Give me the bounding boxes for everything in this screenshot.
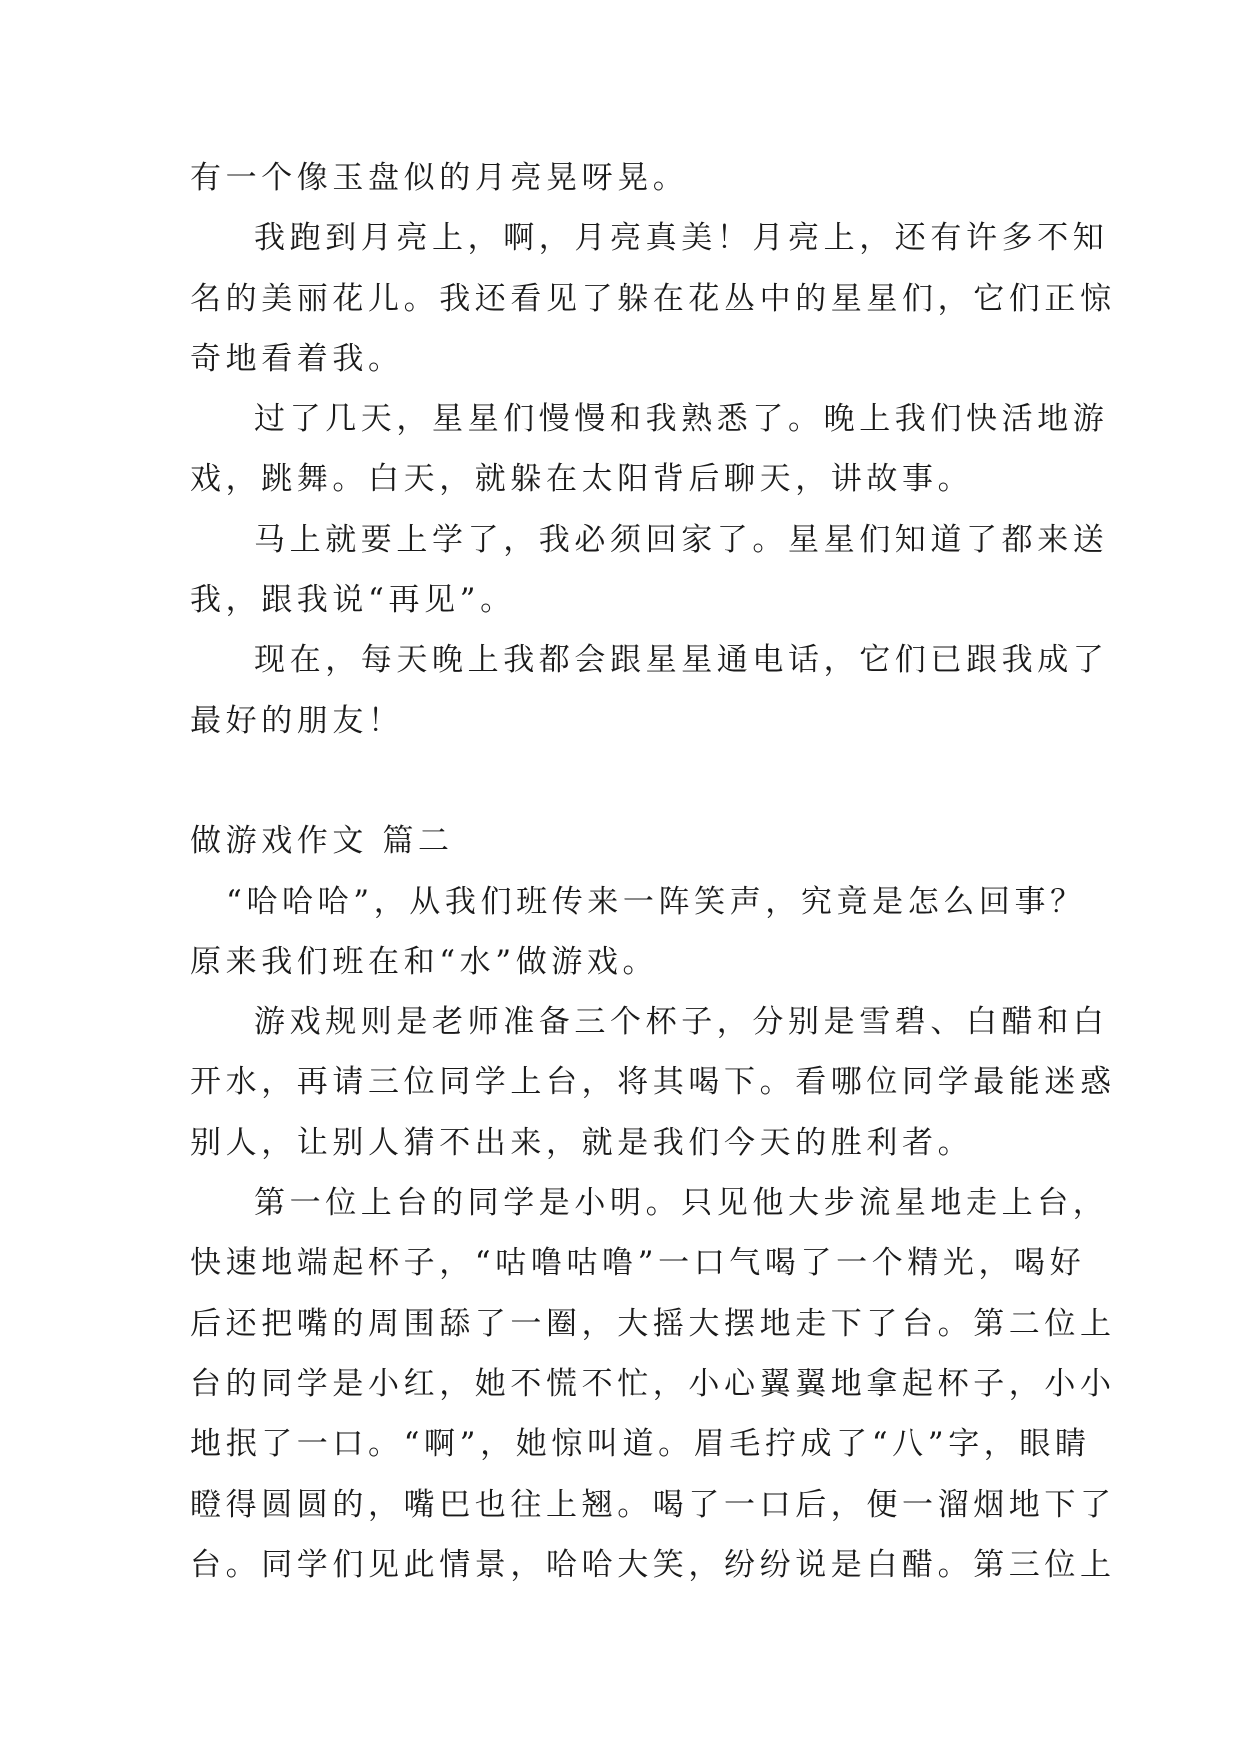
paragraph-line: 奇地看着我。 — [190, 340, 404, 377]
paragraph-line: 第一位上台的同学是小明。只见他大步流星地走上台， — [254, 1185, 1109, 1222]
paragraph-line: 我，跟我说“再见”。 — [190, 582, 516, 619]
paragraph-line: 有一个像玉盘似的月亮晃呀晃。 — [190, 160, 689, 196]
paragraph-line: 最好的朋友！ — [190, 702, 404, 739]
paragraph-line: 马上就要上学了，我必须回家了。星星们知道了都来送 — [254, 521, 1109, 558]
paragraph-line: 别人，让别人猜不出来，就是我们今天的胜利者。 — [190, 1124, 974, 1161]
paragraph-line: 台的同学是小红，她不慌不忙，小心翼翼地拿起杯子，小小 — [190, 1365, 1116, 1402]
paragraph-line: 过了几天，星星们慢慢和我熟悉了。晚上我们快活地游 — [254, 401, 1109, 438]
paragraph-line: 后还把嘴的周围舔了一圈，大摇大摆地走下了台。第二位上 — [190, 1305, 1116, 1342]
section-gap — [190, 751, 1062, 811]
paragraph-line: “哈哈哈”，从我们班传来一阵笑声，究竟是怎么回事？ — [226, 883, 1086, 920]
paragraph-line: 戏，跳舞。白天，就躲在太阳背后聊天，讲故事。 — [190, 461, 974, 498]
paragraph-line: 现在，每天晚上我都会跟星星通电话，它们已跟我成了 — [254, 642, 1109, 679]
paragraph-line: 瞪得圆圆的，嘴巴也往上翘。喝了一口后，便一溜烟地下了 — [190, 1486, 1116, 1523]
document-body — [190, 148, 1116, 1595]
section-heading: 做游戏作文 篇二 — [190, 823, 454, 860]
paragraph-line: 开水，再请三位同学上台，将其喝下。看哪位同学最能迷惑 — [190, 1064, 1116, 1101]
paragraph-line: 地抿了一口。“啊”，她惊叫道。眉毛拧成了“八”字，眼睛 — [190, 1426, 1091, 1463]
paragraph-line: 原来我们班在和“水”做游戏。 — [190, 943, 659, 980]
paragraph-line: 游戏规则是老师准备三个杯子，分别是雪碧、白醋和白 — [254, 1004, 1109, 1041]
paragraph-line: 快速地端起杯子，“咕噜咕噜”一口气喝了一个精光，喝好 — [190, 1245, 1086, 1282]
paragraph-line: 台。同学们见此情景，哈哈大笑，纷纷说是白醋。第三位上 — [190, 1546, 1116, 1583]
paragraph-line: 名的美丽花儿。我还看见了躲在花丛中的星星们，它们正惊 — [190, 280, 1116, 317]
paragraph-line: 我跑到月亮上，啊，月亮真美！月亮上，还有许多不知 — [254, 220, 1109, 257]
